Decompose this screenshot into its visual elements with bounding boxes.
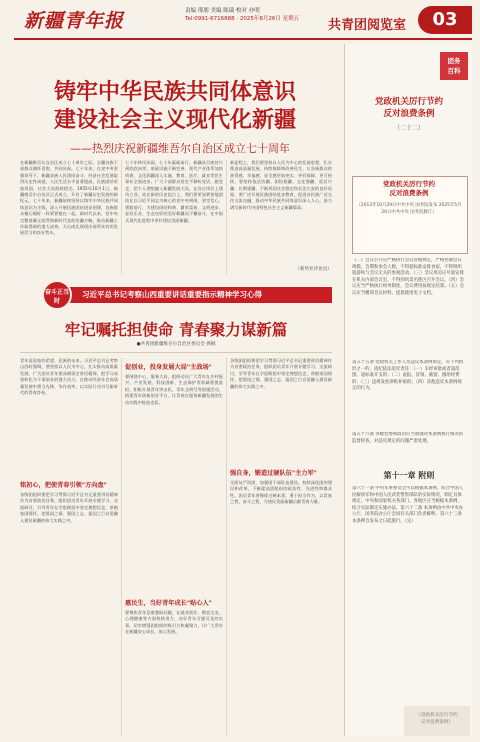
article2-col3: 全面从严治团，加强团干部队伍建设，持续深化团的建设和改革，不断提高团组织的政治性、先进性和群众性。团员青年要锤炼过硬本领，勇于担当作为，以青春之我、奋斗之我，为建设美丽新疆贡献青春力量。 [230, 480, 332, 505]
slogan-band [20, 282, 332, 310]
watermark-line2: 反对浪费条例》 [420, 720, 454, 725]
badge-line1: 团务 [447, 57, 461, 65]
regulation-box-title-line1: 党政机关厉行节约 [383, 180, 435, 188]
watermark-line1: 《党政机关厉行节约 [416, 713, 458, 718]
regulation-box-note: （2013年10月29日中共中央 国务院发布 2025年5月20日中共中央 国务院修订） [356, 203, 462, 215]
sidebar-text-3: 第五十六条 各级党委和政府应当加强对本条例执行情况的监督检查，对违反规定的问题严肃处理。 [352, 432, 464, 444]
main-headline-line2: 建设社会主义现代化新疆 [53, 107, 296, 133]
tuanwu-badge [440, 52, 468, 80]
article-rule [20, 352, 332, 353]
header-meta [185, 7, 299, 23]
sidebar-chapter-heading: 第十一章 附则 [383, 471, 435, 480]
slogan-circle-badge: 奋斗正当时 [42, 280, 72, 310]
main-headline-line1: 铸牢中华民族共同体意识 [53, 79, 296, 105]
page-number: 03 [418, 6, 472, 34]
sidebar-series-number: （二十二） [393, 125, 424, 132]
article2-subhead3: 惠民生，当好青年成长"贴心人" [125, 600, 212, 607]
regulation-watermark [404, 706, 470, 736]
sidebar-title-line2: 反对浪费条例 [383, 109, 435, 119]
sidebar-title-line1: 党政机关厉行节约 [374, 97, 443, 107]
newspaper-logo: 新疆青年报 [24, 10, 125, 32]
article2-headline: 牢记嘱托担使命 青春聚力谋新篇 [64, 320, 288, 339]
sidebar-text-1: （二）会议召开应严格执行会议管理规定，严格控制会议规模、会期和参会人数，不得超标准安排食宿，不得组织旅游和与会议无关的参观活动。（三）会议用房应尽量安排在机关内部会议室，不得到风景名胜区召开会议。（四）会议应当严格执行财务制度，会议费用按规定结算。（五）会议应当精简会议材料，提倡使用电子文档。 [352, 258, 464, 296]
article2-byline: ●共青团新疆维吾尔自治区委员会 供稿 [136, 342, 216, 347]
column-divider [226, 160, 227, 274]
slogan-text: 习近平总书记考察山西重要讲话重要指示精神学习心得 [82, 290, 262, 299]
article2-col1b: 各级团组织要把学习贯彻习近平总书记重要讲话精神作为首要政治任务，组织团员青年开展专题学习、交流研讨，引导青年在学思践悟中坚定理想信念，厚植家国情怀，把爱国之情、强国之志、报国之行自觉融入建设新疆的伟大实践之中。 [20, 492, 118, 523]
main-article-signature: （新华社评论员） [295, 267, 332, 272]
regulation-box-title [352, 180, 466, 198]
badge-line2: 百科 [447, 67, 461, 75]
article2-col1: 青年是国家的希望、民族的未来。习近平总书记考察山西时强调，要坚持以人民为中心，扎实推动高质量发展。广大团员青年要深刻领会讲话精神，把学习成果转化为干事创业的强大动力，在推动经济社会高质量发展中勇当先锋、争作表率，以实际行动书写新时代的青春答卷。 [20, 358, 118, 396]
regulation-box-title-line2: 反对浪费条例 [389, 189, 429, 197]
column-divider [121, 160, 122, 274]
main-article-col2: 七十年栉风沐雨，七十年砥砺前行。新疆从百废待兴到欣欣向荣，基础设施不断完善，现代产业体系加快构建，文化润疆深入实施，教育、医疗、就业等民生事业全面进步。广大干部群众坚定不移听党话、跟党走，把个人理想融入新疆发展大局，在各自岗位上建功立业。站在新的历史起点上，我们要更加紧密地团结在以习近平同志为核心的党中央周围，坚定信心、勇毅前行，为建设团结和谐、繁荣富裕、文明进步、安居乐业、生态良好的美好新疆而不懈奋斗，在中国式现代化进程中更好建设美丽新疆。 [125, 160, 223, 223]
main-article-col1: 在新疆维吾尔自治区成立七十周年之际，全疆各族干部群众满怀喜悦、共同庆祝。七十年来，在党中央坚强领导下，新疆各族人民团结奋斗，经济社会发展取得历史性成就，人民生活水平显著提高，民族团结更加巩固，社会大局持续稳定。1955年10月1日，新疆维吾尔自治区正式成立，开启了新疆历史发展的新纪元。七十年来，新疆始终坚持以铸牢中华民族共同体意识为主线，深入开展民族团结进步创建，各族群众像石榴籽一样紧紧抱在一起。新时代以来，党中央完整准确全面贯彻新时代党的治疆方略，推动新疆工作取得新的重大成效，天山南北展现出前所未有的发展活力和良好势头。 [20, 160, 118, 236]
column-name: 共青团阅览室 [328, 18, 407, 33]
sidebar-text-4: 第六十一条 中央军事委员会可以根据本条例，结合中国人民解放军和中国人民武装警察部队的实际情况，制定具体规定。中央和国家机关各部门、各地区应当根据本条例，结合实际制定实施办法。第六十二条 本条例由中共中央办公厅、国务院办公厅会同有关部门负责解释。第六十三条 本条例自发布之日起施行。（完） [352, 486, 464, 524]
page-header [0, 0, 480, 40]
article2-subhead4: 强自身，锻造过硬队伍"主力军" [230, 470, 317, 477]
article2-col2: 要围绕中心、服务大局，组织动员广大青年在乡村振兴、产业发展、科技创新、生态保护等领域勇挑重担，积极开展青年突击队、青年文明号等创建活动，搭建青年创新创业平台，让青春在服务新疆发展的生动实践中绽放光彩。 [125, 374, 223, 405]
main-article-col3: 新征程上，我们要坚持以人民为中心的发展思想，扎实推进高质量发展，持续保障和改善民生，让各族群众的获得感、幸福感、安全感更加充实、更有保障、更可持续。要坚持依法治疆、团结稳疆、文化润疆、富民兴疆、长期建疆，不断巩固社会稳定和长治久安的良好局面。要广泛开展民族团结进步教育，促进各民族广泛交往交流交融，推动中华民族共同体意识深入人心，奋力谱写新时代中国特色社会主义新疆篇章。 [230, 160, 332, 210]
header-rule [14, 38, 472, 40]
sidebar-title [350, 96, 468, 120]
main-subheadline: ——热烈庆祝新疆维吾尔自治区成立七十周年 [70, 142, 290, 155]
article2-subhead1: 铭初心，把使青春引领"方向盘" [20, 482, 107, 489]
article2-subhead2: 促创业，投身发展大局"主战场" [125, 364, 212, 371]
editor-credits: 责编 邢朋 美编 陈瑞 校对 亦明 [185, 8, 260, 14]
article2-col3a: 各级团组织要把学习贯彻习近平总书记重要讲话精神作为首要政治任务，组织团员青年开展专题学习、交流研讨，引导青年在学思践悟中坚定理想信念，厚植家国情怀，把爱国之情、强国之志、报国之行自觉融入建设新疆的伟大实践之中。 [230, 358, 332, 389]
article2-col2b: 要聚焦青年急难愁盼问题，在就业创业、婚恋交友、心理健康等方面持续用力，办好青年可感可及的实事，切实增强团组织的吸引力和凝聚力，让广大青年在新疆安心成长、放心发展。 [125, 610, 223, 635]
main-headline [20, 78, 330, 134]
sidebar-text-2: 第五十五条 党政机关工作人员违反本条例规定，有下列情形之一的，依纪依法追究责任：（一）未经审批或者超范围、超标准开支的；（二）虚报、冒领、截留、挪用经费的；（三）违规发放津贴补贴的；（四）其他违反本条例规定的行为。 [352, 360, 464, 392]
contact-date: Tel:0991-6716888 · 2025年8月26日 星期五 [185, 16, 300, 22]
column-divider [226, 358, 227, 736]
column-divider [121, 358, 122, 736]
